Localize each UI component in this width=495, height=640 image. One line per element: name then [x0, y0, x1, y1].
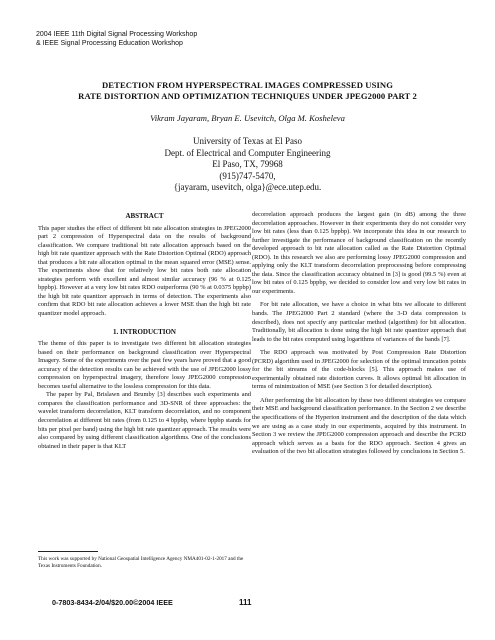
affiliation-email: {jayaram, usevitch, olga}@ece.utep.edu. [173, 182, 322, 193]
paper-title [40, 80, 455, 102]
abstract-heading: ABSTRACT [125, 212, 164, 220]
right-paragraph-1: decorrelation approach produces the largest gain (in dB) among the three decorrelation approaches. However in their experiments they do not consider very low bit rates (less than 0.125 bppbp). We incorporate this idea in our research to further investigate the performance of background classification on the recently developed approach to bit rate allocation called as the Rate Distortion Optimal (RDO). In this research we also are performing lossy JPEG2000 compression and applying only the KLT transform decorrelation preprocessing before compressing the data. Since the classification accuracy obtained in [3] is good (99.5 %) even at low bit rates of 0.125 bppbp, we decided to consider low and very low bit rates in our experiments. [252, 211, 466, 295]
footnote: This work was supported by National Geospatial Intelligence Agency NMA401-02-1-2017 and the Texas Instruments Foundation. [38, 556, 244, 569]
right-paragraph-4: After performing the bit allocation by these two different strategies we compare their MSE and background classification performance. In the Section 2 we describe the specifications of the Hyperion instrument and the description of the data which we are using as a case study in our experiments, acquired by this instrument. In Section 3 we review the JPEG2000 compression approach and describe the PCRD approach which serves as a basis for the RDO approach. Section 4 gives an evaluation of the two bit allocation strategies followed by conclusions in Section 5. [252, 396, 466, 456]
conference-header [36, 30, 197, 48]
affiliation-department: Dept. of Electrical and Computer Engineering [164, 147, 331, 158]
title-line-1: DETECTION FROM HYPERSPECTRAL IMAGES COMPRESSED USING [102, 80, 393, 90]
page-number: 111 [239, 598, 252, 607]
right-column [252, 211, 466, 457]
affiliation-university: University of Texas at El Paso [193, 136, 302, 146]
conference-line-1: 2004 IEEE 11th Digital Signal Processing Workshop [36, 31, 198, 38]
intro-paragraph-1: The theme of this paper is to investigate two different bit allocation strategies based on their performance on background classification over Hyperspectral Imagery. Some of the experiments over the past few years have proved that a good accuracy of the detection results can be achieved with the use of JPEG2000 lossy compression on hyperspectral imagery, therefore lossy JPEG2000 compression becomes useful alternative to the lossless compression for this data. [38, 340, 251, 390]
left-column [38, 212, 251, 451]
authors: Vikram Jayaram, Bryan E. Usevitch, Olga M. Kosheleva [150, 113, 345, 123]
right-paragraph-3: The RDO approach was motivated by Post Compression Rate Distortion (PCRD) algorithm used in JPEG2000 for selection of the optimal truncation points for the bit streams of the code-blocks [5]. This approach makes use of experimentally obtained rate distortion curves. It allows optimal bit allocation in terms of minimization of MSE (see Section 3 for detailed description). [252, 349, 466, 391]
intro-paragraph-2: The paper by Pal, Brislawn and Brumby [3] describes such experiments and compares the classification performance and 3D-SNR of three approaches: the wavelet transform decorrelation, KLT transform decorrelation, and no component decorrelation at different bit rates (from 0.125 to 4 bppbp, where bppbp stands for bits per pixel per band) using the high bit rate quantizer approach. The results were also compared by using different classification algorithms. One of the conclusions obtained in their paper is that KLT [38, 391, 251, 450]
abstract-text: This paper studies the effect of different bit rate allocation strategies in JPEG2000 part 2 compression of Hyperspectral data on the results of background classification. We compare traditional bit rate allocation approach based on the high bit rate quantizer approach with the Rate Distortion Optimal (RDO) approach that produces a bit rate allocation optimal in the mean squared error (MSE) sense. The experiments show that for relatively low bit rates both rate allocation strategies perform with excellent and almost similar accuracy (96 % at 0.125 bppbp). However at a very low bit rates RDO outperforms (90 % at 0.0375 bppbp) the high bit rate quantizer approach in terms of detection. The experiments also confirm that RDO bit rate allocation achieves a lower MSE than the high bit rate quantizer model approach. [38, 224, 251, 318]
affiliation-city: El Paso, TX, 79968 [212, 159, 283, 170]
affiliation [40, 136, 455, 194]
right-paragraph-2: For bit rate allocation, we have a choice in what bits we allocate to different bands. The JPEG2000 Part 2 standard (where the 3-D data compression is described), does not specify any particular method (algorithm) for bit allocation. Traditionally, bit allocation is done using the high bit rate quantizer approach that leads to the bit rates computed using logarithms of variances of the bands [7]. [252, 301, 466, 343]
conference-line-2: & IEEE Signal Processing Education Workshop [36, 40, 183, 47]
introduction-heading: 1. INTRODUCTION [112, 327, 176, 336]
title-line-2: RATE DISTORTION AND OPTIMIZATION TECHNIQUES UNDER JPEG2000 PART 2 [78, 91, 417, 101]
affiliation-phone: (915)747-5470, [219, 170, 276, 181]
footer-isbn: 0-7803-8434-2/04/$20.00©2004 IEEE [52, 598, 173, 607]
footnote-divider [38, 551, 98, 552]
